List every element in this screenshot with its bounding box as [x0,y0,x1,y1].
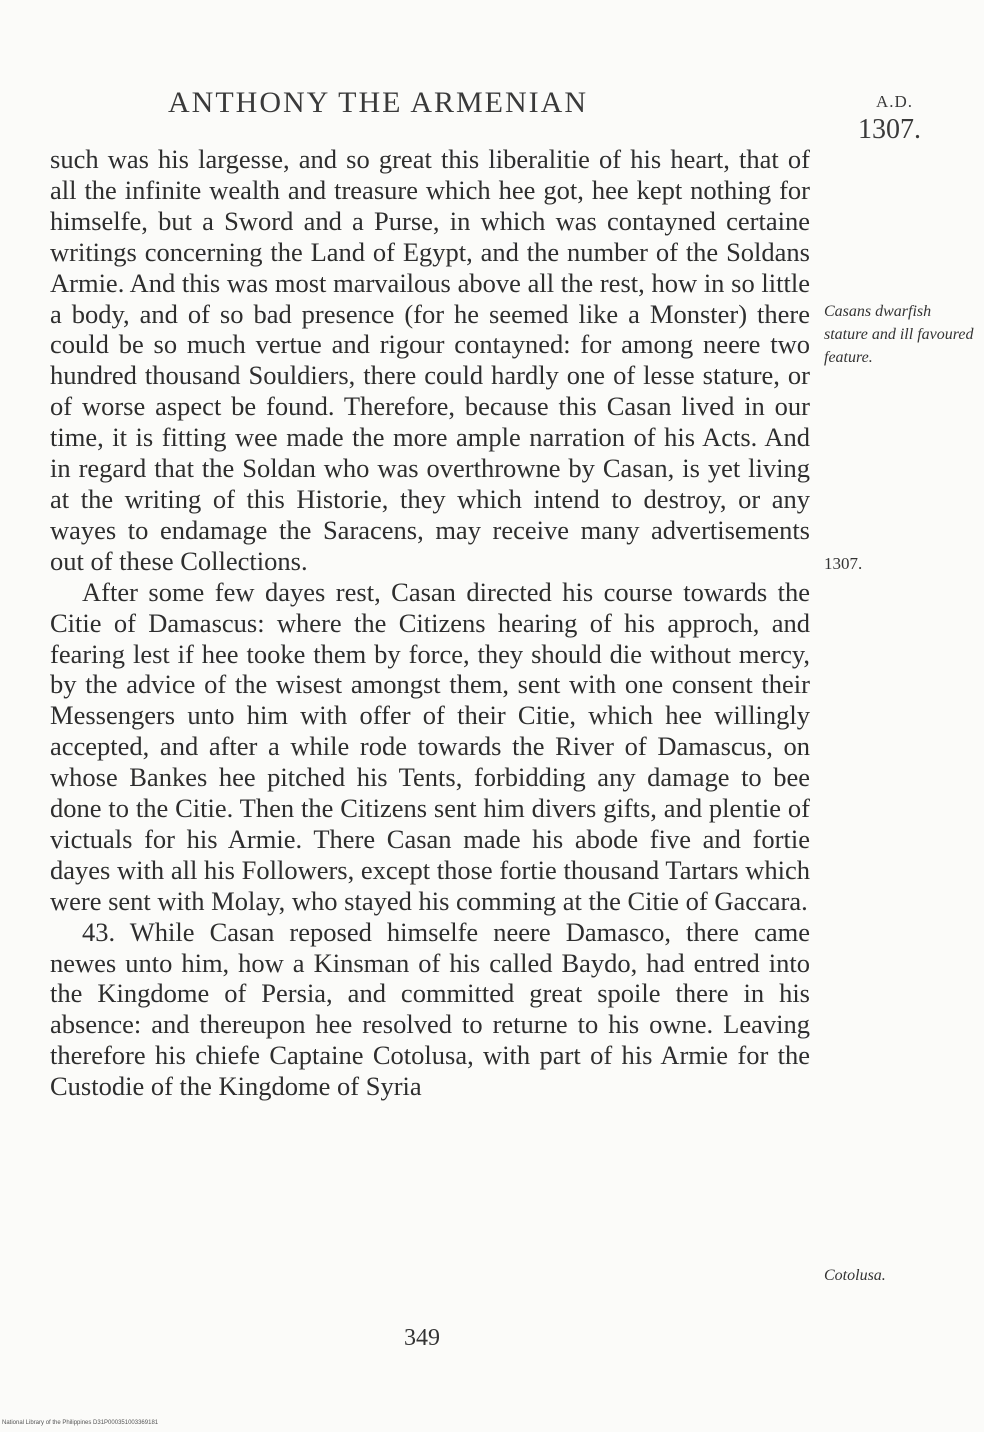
paragraph-2: After some few dayes rest, Casan directed his course towards the Citie of Damascus: where the Citizens hearing of his approch, and fearing lest if hee tooke them by force, they should die without mercy, by the advice of the wisest amongst them, sent with one consent their Messengers unto him with offer of their Citie, which hee willingly accepted, and after a while rode towards the River of Damascus, on whose Bankes hee pitched his Tents, forbidding any damage to bee done to the Citie. Then the Citizens sent him divers gifts, and plentie of victuals for his Armie. There Casan made his abode five and fortie dayes with all his Followers, except those fortie thousand Tartars which were sent with Molay, who stayed his comming at the Citie of Gaccara. [50,576,810,916]
paragraph-3: 43. While Casan reposed himselfe neere Damasco, there came newes unto him, how a Kinsman of his called Baydo, had entred into the Kingdome of Persia, and committed great spoile there in his absence: and thereupon hee resolved to returne to his owne. Leaving therefore his chiefe Captaine Cotolusa, with part of his Armie for the Custodie of the Kingdome of Syria [50,916,810,1102]
margin-note-cotolusa: Cotolusa. [824,1267,886,1284]
margin-note-year: 1307. [824,554,863,573]
scan-credit: National Library of the Philippines D31P000351003369181 [2,1420,159,1426]
page-number: 349 [404,1325,440,1351]
body-text [50,144,810,1102]
header-year: 1307. [858,114,921,145]
paragraph-1: such was his largesse, and so great this liberalitie of his heart, that of all the infinite wealth and treasure which hee got, hee kept nothing for himselfe, but a Sword and a Purse, in which was contayned certaine writings concerning the Land of Egypt, and the number of the Soldans Armie. And this was most marvailous above all the rest, how in so little a body, and of so bad presence (for he seemed like a Monster) there could be so much vertue and rigour contayned: for among neere two hundred thousand Souldiers, there could hardly one of lesse stature, or of worse aspect be found. Therefore, because this Casan lived in our time, it is fitting wee made the more ample narration of his Acts. And in regard that the Soldan who was overthrowne by Casan, is yet living at the writing of this Historie, they which intend to destroy, or any wayes to endamage the Saracens, may receive many advertisements out of these Collections. [50,144,810,576]
era-label: A.D. [876,92,914,111]
running-title: ANTHONY THE ARMENIAN [168,86,588,119]
margin-note-casans: Casans dwarfish stature and ill favoured feature. [824,303,974,366]
